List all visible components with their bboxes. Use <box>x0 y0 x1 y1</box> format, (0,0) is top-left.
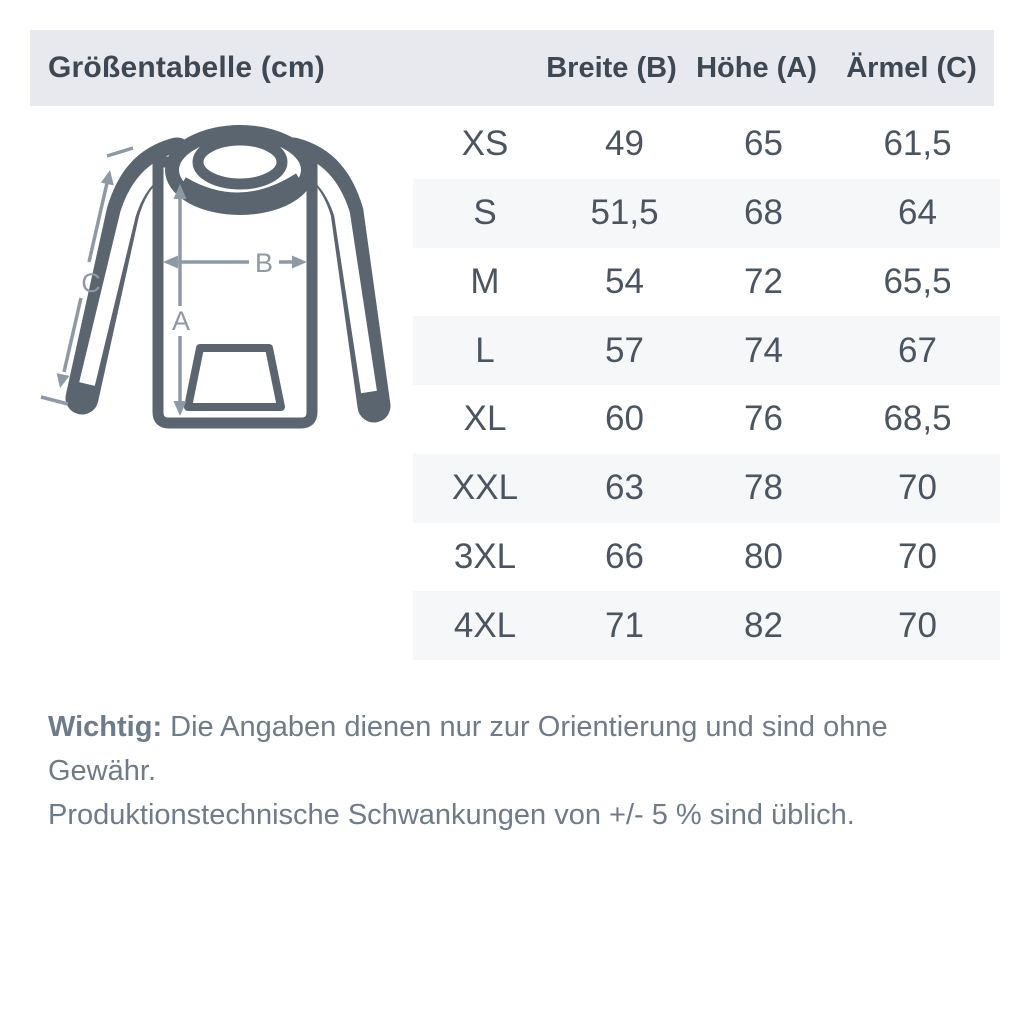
size-cell: S <box>473 193 497 233</box>
hoehe-cell: 74 <box>744 330 783 370</box>
breite-cell: 57 <box>605 330 644 370</box>
table-row <box>413 110 1000 179</box>
aermel-cell: 67 <box>898 330 937 370</box>
hoehe-cell: 68 <box>744 193 783 233</box>
hoodie-outline-icon <box>82 132 374 423</box>
hoehe-cell: 78 <box>744 468 783 508</box>
page-title: Größentabelle (cm) <box>48 51 325 84</box>
label-a: A <box>171 306 191 336</box>
table-row <box>413 523 1000 592</box>
column-header-aermel: Ärmel (C) <box>846 51 977 84</box>
column-header-hoehe: Höhe (A) <box>696 51 817 84</box>
table-row <box>413 179 1000 248</box>
breite-cell: 63 <box>605 468 644 508</box>
breite-cell: 54 <box>605 261 644 301</box>
breite-cell: 66 <box>605 536 644 576</box>
size-cell: M <box>470 261 500 301</box>
hoehe-cell: 65 <box>744 124 783 164</box>
hoehe-cell: 80 <box>744 536 783 576</box>
disclaimer-text <box>48 705 988 837</box>
label-b: B <box>254 248 274 278</box>
disclaimer-line1: Die Angaben dienen nur zur Orientierung und sind ohne Gewähr. <box>48 711 888 787</box>
size-table <box>413 110 1000 660</box>
breite-cell: 60 <box>605 399 644 439</box>
aermel-cell: 68,5 <box>883 399 952 439</box>
table-row <box>413 316 1000 385</box>
breite-cell: 51,5 <box>590 193 659 233</box>
size-cell: XXL <box>451 468 519 508</box>
aermel-cell: 70 <box>898 536 937 576</box>
table-row <box>413 454 1000 523</box>
aermel-cell: 61,5 <box>883 124 952 164</box>
hoehe-cell: 72 <box>744 261 783 301</box>
disclaimer-line2: Produktionstechnische Schwankungen von +/- 5 % sind üblich. <box>48 799 855 831</box>
aermel-cell: 64 <box>898 193 937 233</box>
aermel-cell: 70 <box>898 468 937 508</box>
table-header <box>30 30 994 106</box>
size-cell: XL <box>463 399 507 439</box>
size-cell: 3XL <box>453 536 517 576</box>
size-cell: 4XL <box>453 605 517 645</box>
aermel-cell: 70 <box>898 605 937 645</box>
column-headers <box>413 30 1000 106</box>
size-cell: L <box>475 330 495 370</box>
hoehe-cell: 76 <box>744 399 783 439</box>
aermel-cell: 65,5 <box>883 261 952 301</box>
column-header-breite: Breite (B) <box>546 51 677 84</box>
disclaimer-important-label: Wichtig: <box>48 711 163 743</box>
label-c: C <box>81 268 101 298</box>
breite-cell: 71 <box>605 605 644 645</box>
breite-cell: 49 <box>605 124 644 164</box>
table-row <box>413 385 1000 454</box>
hoodie-measurement-diagram <box>25 120 415 470</box>
hoehe-cell: 82 <box>744 605 783 645</box>
size-cell: XS <box>461 124 509 164</box>
table-row <box>413 591 1000 660</box>
table-row <box>413 248 1000 317</box>
